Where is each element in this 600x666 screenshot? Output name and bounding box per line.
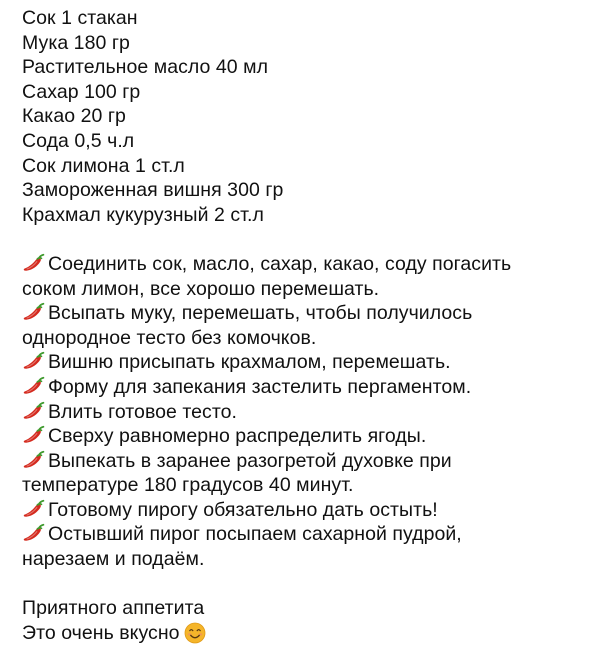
ingredient-line: Сода 0,5 ч.л: [22, 129, 135, 152]
step-text: Вишню присыпать крахмалом, перемешать.: [48, 351, 451, 374]
hot-pepper-icon: [22, 351, 46, 371]
ingredient-line: Крахмал кукурузный 2 ст.л: [22, 203, 264, 226]
ingredient-line: Мука 180 гр: [22, 31, 130, 54]
step-text: Влить готовое тесто.: [48, 400, 237, 423]
step-text: Остывший пирог посыпаем сахарной пудрой,: [48, 523, 462, 546]
paragraph-gap: [22, 227, 592, 252]
ingredient-line: Замороженная вишня 300 гр: [22, 179, 284, 202]
paragraph-gap: [22, 572, 592, 597]
hot-pepper-icon: [22, 499, 46, 519]
closing-section: [22, 596, 592, 645]
step-text: Готовому пирогу обязательно дать остыть!: [48, 498, 438, 521]
step-item: [22, 301, 592, 350]
hot-pepper-icon: [22, 425, 46, 445]
step-item: [22, 498, 592, 523]
ingredient-line: Сок 1 стакан: [22, 7, 138, 29]
step-text: Соединить сок, масло, сахар, какао, соду погасить: [48, 252, 512, 275]
step-item: [22, 375, 592, 400]
step-text: Выпекать в заранее разогретой духовке при: [48, 449, 452, 472]
step-item: [22, 449, 592, 498]
step-item: [22, 522, 592, 571]
step-item: [22, 400, 592, 425]
step-text-continued: однородное тесто без комочков.: [22, 326, 317, 349]
ingredient-line: Какао 20 гр: [22, 105, 126, 128]
hot-pepper-icon: [22, 401, 46, 421]
closing-line: Приятного аппетита: [22, 597, 205, 620]
hot-pepper-icon: [22, 376, 46, 396]
step-text-continued: нарезаем и подаём.: [22, 548, 205, 571]
smiling-face-icon: [184, 622, 206, 644]
ingredient-line: Сахар 100 гр: [22, 80, 141, 103]
step-item: [22, 424, 592, 449]
step-item: [22, 350, 592, 375]
step-text: Форму для запекания застелить пергаментом.: [48, 375, 472, 398]
step-text: Сверху равномерно распределить ягоды.: [48, 425, 427, 448]
step-text: Всыпать муку, перемешать, чтобы получилось: [48, 302, 473, 325]
ingredients-list: [22, 6, 592, 227]
hot-pepper-icon: [22, 523, 46, 543]
step-item: [22, 252, 592, 301]
ingredient-line: Сок лимона 1 ст.л: [22, 154, 185, 177]
closing-line: Это очень вкусно: [22, 621, 180, 644]
recipe-document: [22, 6, 592, 645]
hot-pepper-icon: [22, 302, 46, 322]
step-text-continued: соком лимон, все хорошо перемешать.: [22, 277, 380, 300]
step-text-continued: температуре 180 градусов 40 минут.: [22, 474, 354, 497]
ingredient-line: Растительное масло 40 мл: [22, 56, 269, 79]
hot-pepper-icon: [22, 253, 46, 273]
hot-pepper-icon: [22, 450, 46, 470]
steps-list: [22, 252, 592, 572]
